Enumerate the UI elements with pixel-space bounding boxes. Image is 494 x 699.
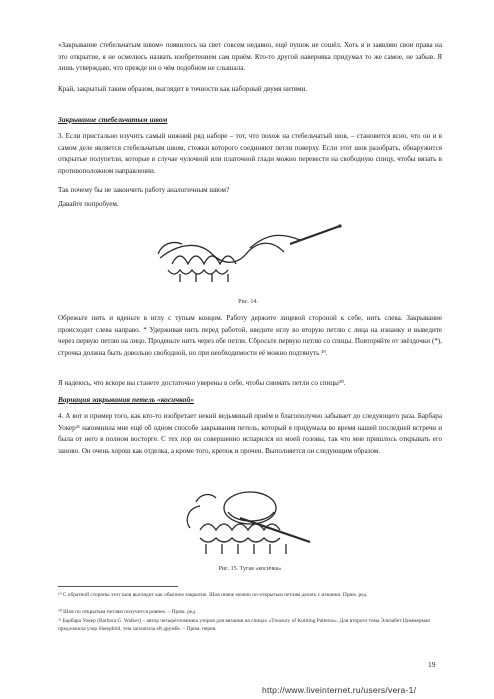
page-number: 19 (428, 660, 436, 669)
figure-15-caption: Рис. 15. Тугая «косичка» (218, 566, 282, 572)
section-heading-braid: Вариация закрывания петель «косичкой» (58, 395, 195, 404)
paragraph-method-4: 4. А вот и пример того, как кто-то изобретает некий ведьминый приём и благополучно забывает до следующего раза. Барбара Уокер²¹ напомнила мне ещё об одном способе закрывания петель, который я придумала во время нашей последней встречи и была от него в полном восторге. С тех пор он совершенно испарился из моей головы, так что мне пришлось открывать его заново. Он очень хорош как отделка, а кроме того, крепок и прочен. Выполняется он следующим образом. (58, 412, 442, 455)
paragraph-hope: Я надеюсь, что вскоре вы станете достаточно уверены в себе, чтобы снимать петли со спицы²⁰. (58, 379, 346, 387)
paragraph-question: Так почему бы не закончить работу аналогичным швом? (58, 186, 230, 194)
watermark-url: http://www.liveinternet.ru/users/vera-1/ (262, 685, 417, 695)
figure-14-caption: Рис. 14. (238, 299, 258, 305)
footnote-separator (58, 586, 178, 587)
footnote-20: ²⁰ Шов по открытым петлям получится ровнее. – Прим. ред. (58, 609, 197, 615)
paragraph-instructions: Обрежьте нить и вденьте в иглу с тупым концом. Работу держите лицевой стороной к себе, нить слева. Закрывание происходит слева направо. * Удерживая нить перед работой, введите иглу во вторую петлю с лица на изнанку и выведите через первую петлю на лицо. Проденьте нить через обе петли. Сбросьте первую петлю со спицы. Повторяйте от звёздочки (*), строчка должна быть довольно свободной, но при необходимости её можно подтянуть ¹⁹. (58, 314, 442, 357)
footnote-19: ¹⁹ С обратной стороны этот шов выглядит как обычное закрытие. Шов иначе можно по-открытым петлям делать с изнанки. Прим. ред. (58, 592, 368, 598)
paragraph-intro: «Закрывание стебельчатым швом» появилось на свет совсем недавно, ещё пушок не сошёл. Хоть я и заявляю свои права на это открытие, я не осмелюсь назвать изобретением сам приём. Кто-то другой наверняка придумал то же самое, не забыв. Я лишь утверждаю, что прежде ни о чём подобном не слышала. (58, 41, 442, 73)
paragraph-method-3: 3. Если пристально изучить самый нижний ряд наборе – тот, что похож на стебельчатый шов, – становится ясно, что он и в самом деле является стебельчатым швом, стежки которого соединяют петли поверху. Если этот шов разобрать, обнаружится открытые полупетли, которые в случае чулочной или платочной глади можно перевести на свободную спицу, чтобы вязать в противоположном направлении. (58, 132, 442, 175)
figure-15-illustration (170, 472, 320, 562)
paragraph-try: Давайте попробуем. (58, 200, 119, 208)
figure-14-illustration (150, 214, 350, 286)
paragraph-edge: Край, закрытый таким образом, выглядит в точности как наборный двумя нитями. (58, 85, 308, 93)
footnote-21: ²¹ Барбара Уокер (Barbara G. Walker) – автор четырёхтомника узоров для вязания на спицах «Treasury of Knitting Patterns». Для второго тома Элизабет Циммерман предложила узор Sheepfold, тем заплатила ей дружбе. – Прим. перев. (58, 618, 431, 632)
section-heading-stem-stitch: Закрывание стебельчатым швом (58, 115, 168, 124)
